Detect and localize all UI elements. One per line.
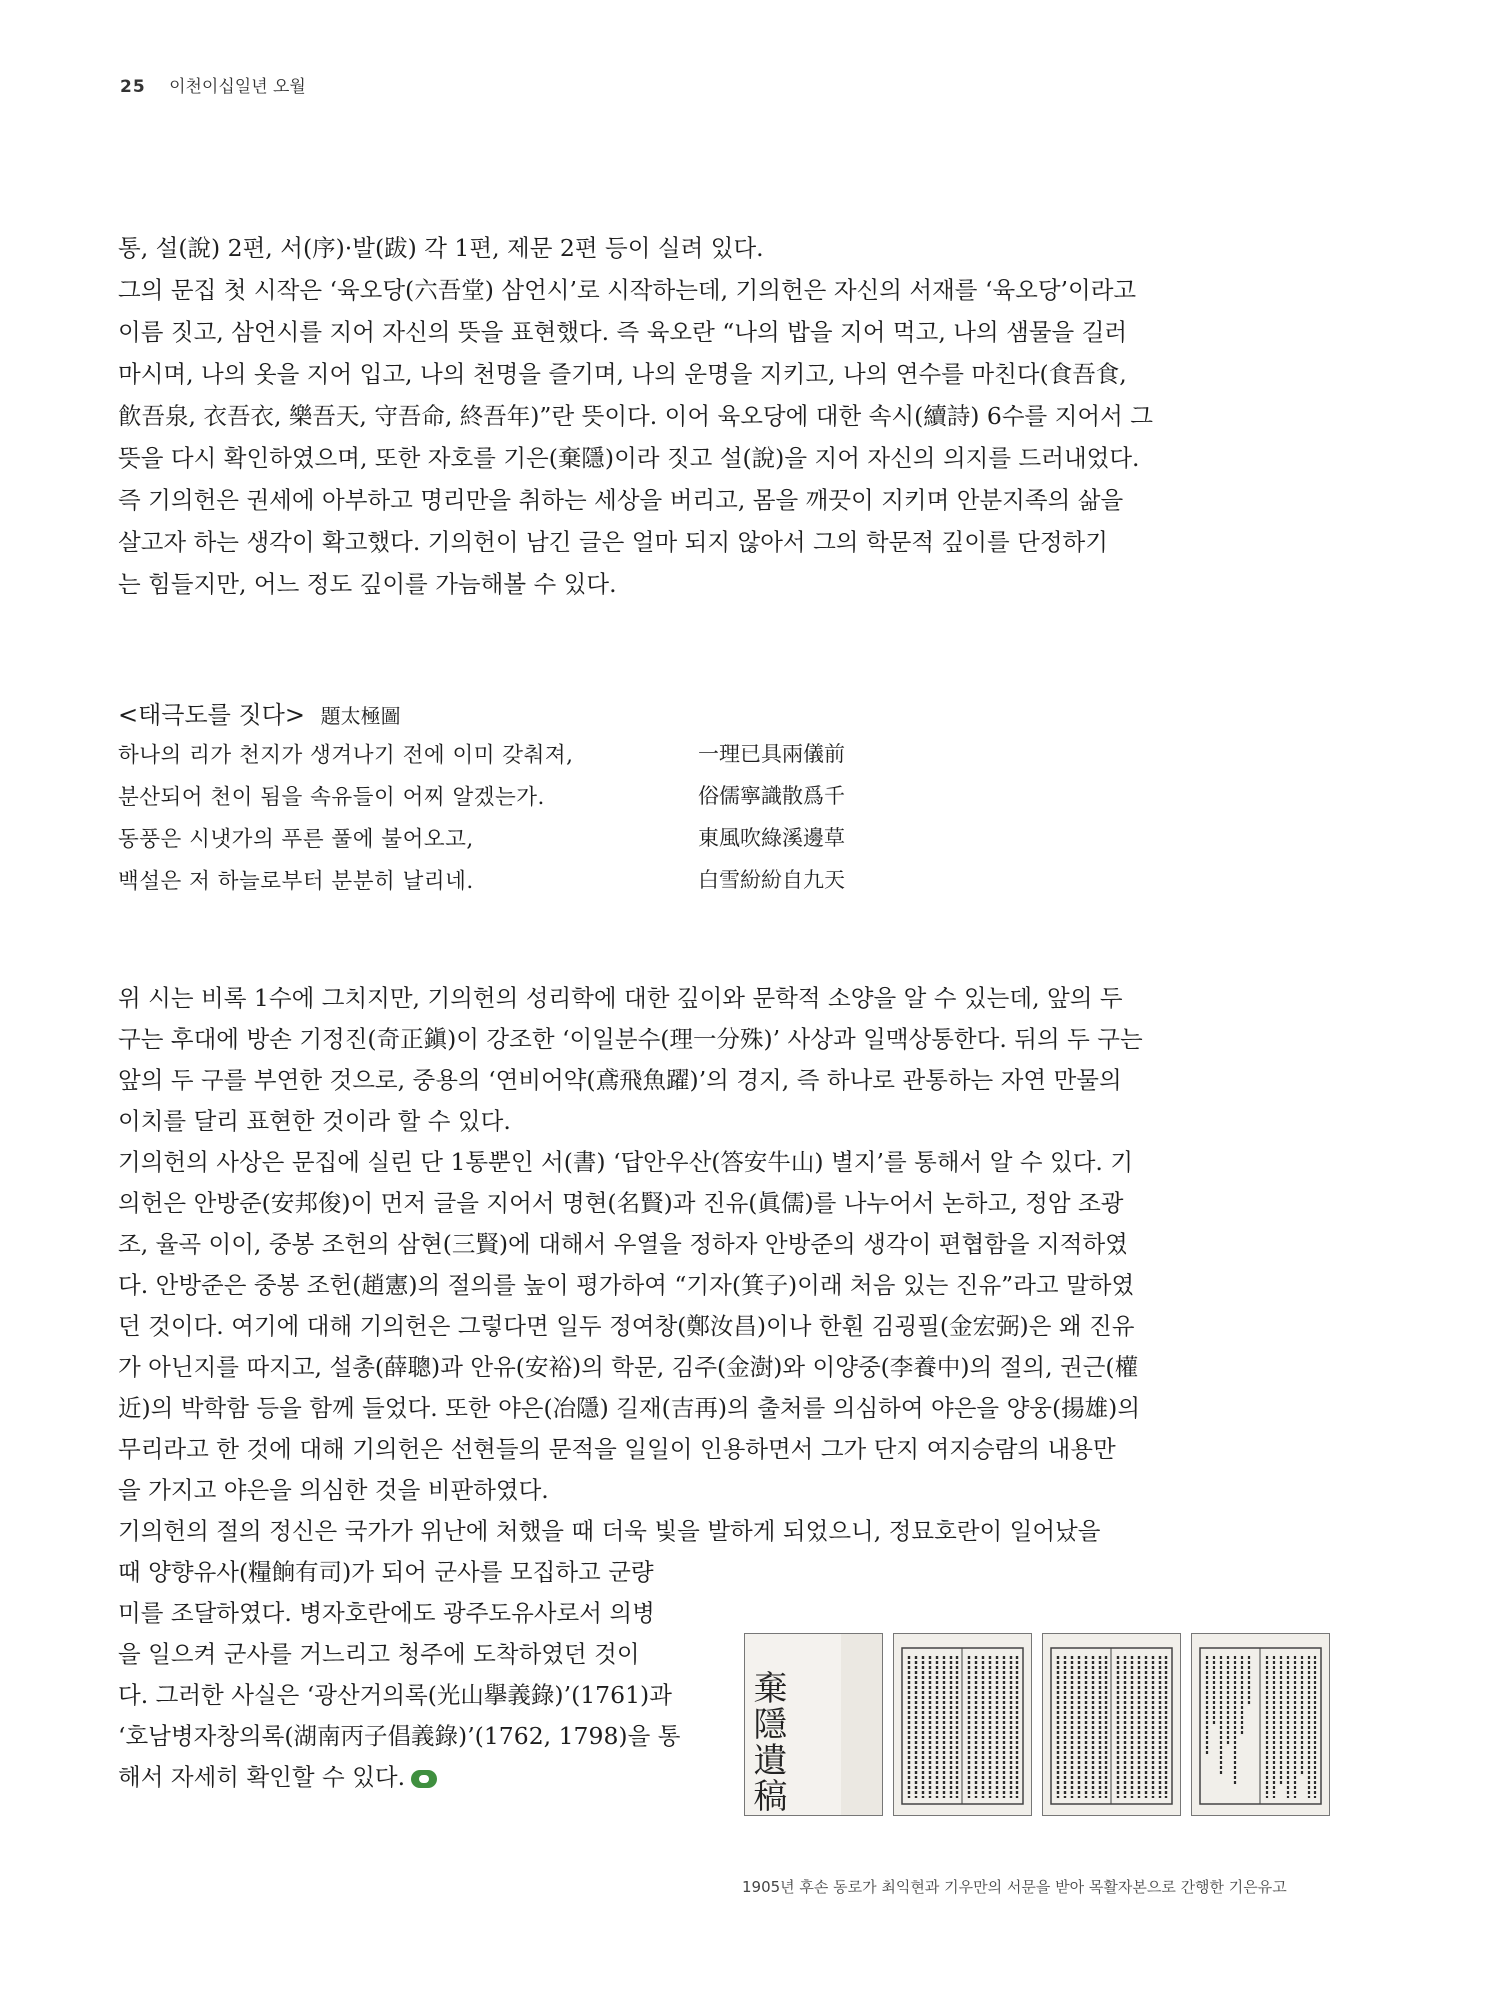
body-line: 살고자 하는 생각이 확고했다. 기의헌이 남긴 글은 얼마 되지 않아서 그의 학문적 깊이를 단정하기 (118, 528, 1108, 556)
book-cover-photo (744, 1633, 883, 1816)
body-line-text: 해서 자세히 확인할 수 있다. (118, 1763, 406, 1791)
body-line: 무리라고 한 것에 대해 기의헌은 선현들의 문적을 일일이 인용하면서 그가 단지 여지승람의 내용만 (118, 1435, 1116, 1463)
body-line: 구는 후대에 방손 기정진(奇正鎭)이 강조한 ‘이일분수(理一分殊)’ 사상과 일맥상통한다. 뒤의 두 구는 (118, 1025, 1143, 1053)
running-title: 이천이십일년 오월 (169, 77, 306, 97)
poem-line-korean: 하나의 리가 천지가 생겨나기 전에 이미 갖춰져, (118, 743, 574, 768)
cover-title-text: 棄隱遺稿 (747, 1670, 787, 1814)
body-line: 는 힘들지만, 어느 정도 깊이를 가늠해볼 수 있다. (118, 570, 617, 598)
book-cover-image (745, 1634, 882, 1815)
poem-line-hanja: 一理已具兩儀前 (698, 742, 845, 766)
poem-line (118, 864, 878, 902)
body-line: 위 시는 비록 1수에 그치지만, 기의헌의 성리학에 대한 깊이와 문학적 소양을 알 수 있는데, 앞의 두 (118, 984, 1123, 1012)
body-line: 조, 율곡 이이, 중봉 조헌의 삼현(三賢)에 대해서 우열을 정하자 안방준의 생각이 편협함을 지적하였 (118, 1230, 1128, 1258)
book-page-photo (1191, 1633, 1330, 1816)
body-line: 통, 설(說) 2편, 서(序)·발(跋) 각 1편, 제문 2편 등이 실려 있다. (118, 234, 764, 262)
body-line: 을 가지고 야은을 의심한 것을 비판하였다. (118, 1476, 549, 1504)
body-line (118, 1762, 437, 1792)
poem-line-hanja: 俗儒寧識散爲千 (698, 784, 845, 808)
poem-title-korean: <태극도를 짓다> (118, 701, 305, 729)
poem-line (118, 822, 878, 860)
body-line: 을 일으켜 군사를 거느리고 청주에 도착하였던 것이 (118, 1640, 640, 1668)
body-line: 기의헌의 절의 정신은 국가가 위난에 처했을 때 더욱 빛을 발하게 되었으니, 정묘호란이 일어났을 (118, 1517, 1101, 1545)
body-line: 앞의 두 구를 부연한 것으로, 중용의 ‘연비어약(鳶飛魚躍)’의 경지, 즉 하나로 관통하는 자연 만물의 (118, 1066, 1122, 1094)
body-line: 던 것이다. 여기에 대해 기의헌은 그렇다면 일두 정여창(鄭汝昌)이나 한훤 김굉필(金宏弼)은 왜 진유 (118, 1312, 1135, 1340)
poem-line-korean: 분산되어 천이 됨을 속유들이 어찌 알겠는가. (118, 785, 545, 810)
poem-line-hanja: 東風吹綠溪邊草 (698, 826, 845, 850)
poem-line-korean: 동풍은 시냇가의 푸른 풀에 불어오고, (118, 827, 474, 852)
end-mark-icon (411, 1770, 437, 1788)
body-line: 가 아닌지를 따지고, 설총(薛聰)과 안유(安裕)의 학문, 김주(金澍)와 이양중(李養中)의 절의, 권근(權 (118, 1353, 1139, 1381)
body-line: 다. 그러한 사실은 ‘광산거의록(光山擧義錄)’(1761)과 (118, 1681, 672, 1709)
body-line: 즉 기의헌은 권세에 아부하고 명리만을 취하는 세상을 버리고, 몸을 깨끗이 지키며 안분지족의 삶을 (118, 486, 1124, 514)
book-page-photo (1042, 1633, 1181, 1816)
poem-title (118, 695, 401, 730)
body-line: 미를 조달하였다. 병자호란에도 광주도유사로서 의병 (118, 1599, 655, 1627)
poem-line-hanja: 白雪紛紛自九天 (698, 868, 845, 892)
body-line: 다. 안방준은 중봉 조헌(趙憲)의 절의를 높이 평가하여 “기자(箕子)이래 처음 있는 진유”라고 말하였 (118, 1271, 1135, 1299)
poem-title-hanja: 題太極圖 (320, 704, 401, 728)
body-line: 그의 문집 첫 시작은 ‘육오당(六吾堂) 삼언시’로 시작하는데, 기의헌은 자신의 서재를 ‘육오당’이라고 (118, 276, 1137, 304)
body-line: 의헌은 안방준(安邦俊)이 먼저 글을 지어서 명현(名賢)과 진유(眞儒)를 나누어서 논하고, 정암 조광 (118, 1189, 1124, 1217)
body-line: 이름 짓고, 삼언시를 지어 자신의 뜻을 표현했다. 즉 육오란 “나의 밥을 지어 먹고, 나의 샘물을 길러 (118, 318, 1128, 346)
figure-caption: 1905년 후손 동로가 최익현과 기우만의 서문을 받아 목활자본으로 간행한 기은유고 (742, 1878, 1287, 1896)
body-line: 近)의 박학함 등을 함께 들었다. 또한 야은(冶隱) 길재(吉再)의 출처를 의심하여 야은을 양웅(揚雄)의 (118, 1394, 1141, 1422)
body-line: 기의헌의 사상은 문집에 실린 단 1통뿐인 서(書) ‘답안우산(答安牛山) 별지’를 통해서 알 수 있다. 기 (118, 1148, 1134, 1176)
body-line: 뜻을 다시 확인하였으며, 또한 자호를 기은(棄隱)이라 짓고 설(說)을 지어 자신의 의지를 드러내었다. (118, 444, 1140, 472)
body-line: 飮吾泉, 衣吾衣, 樂吾天, 守吾命, 終吾年)”란 뜻이다. 이어 육오당에 대한 속시(續詩) 6수를 지어서 그 (118, 402, 1153, 430)
book-page-photo (893, 1633, 1032, 1816)
poem-line (118, 738, 878, 776)
body-line: ‘호남병자창의록(湖南丙子倡義錄)’(1762, 1798)을 통 (118, 1722, 681, 1750)
page-number: 25 (120, 77, 146, 97)
running-header (120, 72, 306, 97)
poem-line-korean: 백설은 저 하늘로부터 분분히 날리네. (118, 869, 474, 894)
body-line: 이치를 달리 표현한 것이라 할 수 있다. (118, 1107, 511, 1135)
poem-line (118, 780, 878, 818)
body-line: 마시며, 나의 옷을 지어 입고, 나의 천명을 즐기며, 나의 운명을 지키고, 나의 연수를 마친다(食吾食, (118, 360, 1127, 388)
body-line: 때 양향유사(糧餉有司)가 되어 군사를 모집하고 군량 (118, 1558, 654, 1586)
